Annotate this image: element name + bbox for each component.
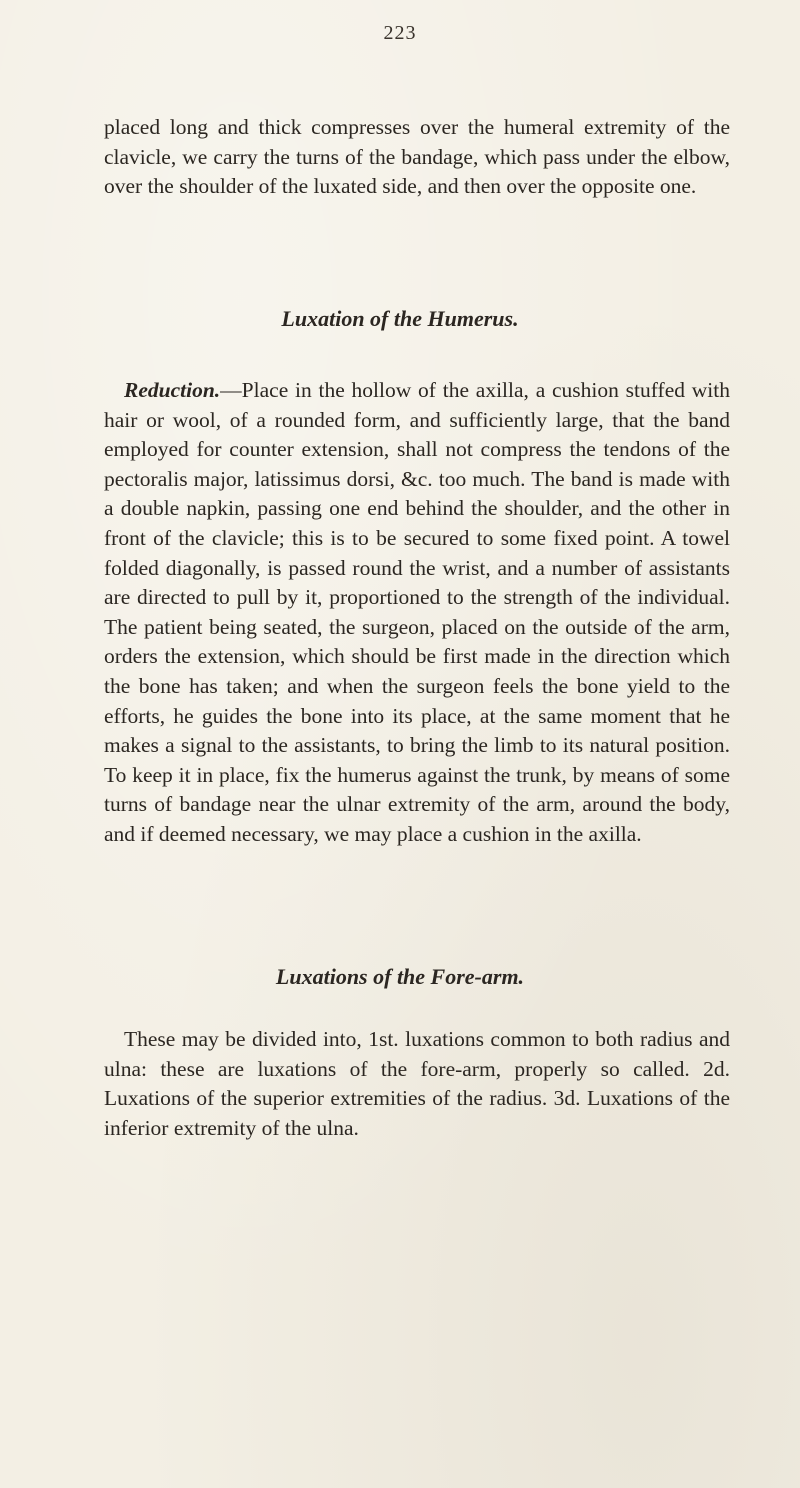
page-number: 223 xyxy=(383,22,417,44)
paragraph-continued: placed long and thick compresses over the humeral extremity of the clavicle, we carry the turns of the bandage, which pass under the elbow, over the shoulder of the luxated side, and then over the opposite one. xyxy=(104,115,730,199)
section-heading-forearm: Luxations of the Fore-arm. xyxy=(275,964,525,989)
paragraph-forearm: These may be divided into, 1st. luxations common to both radius and ulna: these are luxations of the fore-arm, properly so called. 2d. Luxations of the superior extremities of the radius. 3d. Luxations of the inferior extremity of the ulna. xyxy=(104,1027,730,1140)
paragraph-reduction xyxy=(104,376,730,850)
paragraph-lead-reduction: Reduction. xyxy=(124,378,221,402)
section-heading-humerus: Luxation of the Humerus. xyxy=(281,306,519,331)
paragraph-reduction-body: —Place in the hollow of the axilla, a cushion stuffed with hair or wool, of a rounded form, and sufficiently large, that the band employed for counter extension, shall not compress the tendons of the pectoralis major, latissimus dorsi, &c. too much. The band is made with a double napkin, passing one end behind the shoulder, and the other in front of the clavicle; this is to be secured to some fixed point. A towel folded diagonally, is passed round the wrist, and a number of assistants are directed to pull by it, proportioned to the strength of the individual. The patient being seated, the surgeon, placed on the outside of the arm, orders the extension, which should be first made in the direction which the bone has taken; and when the surgeon feels the bone yield to the efforts, he guides the bone into its place, at the same moment that he makes a signal to the assistants, to bring the limb to its natural position. To keep it in place, fix the humerus against the trunk, by means of some turns of bandage near the ulnar extremity of the arm, around the body, and if deemed necessary, we may place a cushion in the axilla. xyxy=(104,378,730,846)
